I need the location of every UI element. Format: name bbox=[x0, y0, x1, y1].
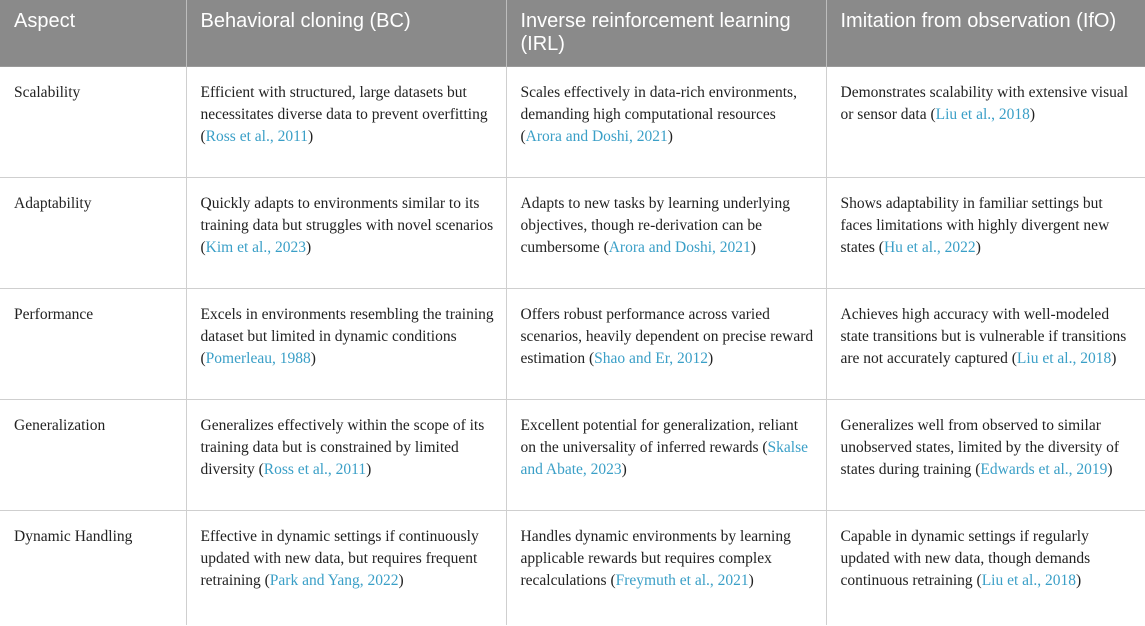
ifo-cell bbox=[826, 67, 1145, 178]
cell-text: Achieves high accuracy with well-modeled state transitions but is vulnerable if transitions are not accurately captured ( bbox=[840, 306, 1127, 367]
citation-link[interactable]: Liu et al., 2018 bbox=[1016, 350, 1112, 367]
cell-text: Capable in dynamic settings if regularly updated with new data, though demands continuous retraining ( bbox=[840, 528, 1091, 589]
header-aspect: Aspect bbox=[0, 0, 186, 67]
irl-cell bbox=[506, 289, 826, 400]
citation-link[interactable]: Shao and Er, 2012 bbox=[594, 350, 709, 367]
ifo-cell bbox=[826, 400, 1145, 511]
cell-text-end: ) bbox=[308, 128, 314, 145]
ifo-cell bbox=[826, 289, 1145, 400]
cell-text: Generalizes effectively within the scope of its training data but is constrained by limited diversity ( bbox=[200, 417, 485, 478]
citation-link[interactable]: Skalse and Abate, 2023 bbox=[520, 439, 809, 478]
table-header bbox=[0, 0, 1145, 67]
cell-text-end: ) bbox=[305, 239, 312, 256]
aspect-cell: Performance bbox=[0, 289, 186, 400]
cell-text-end: ) bbox=[621, 461, 627, 478]
header-behavioral-cloning: Behavioral cloning (BC) bbox=[186, 0, 506, 67]
cell-text: Scales effectively in data-rich environments, demanding high computational resources ( bbox=[520, 84, 797, 145]
cell-text: Generalizes well from observed to similar unobserved states, limited by the diversity of states during training ( bbox=[840, 417, 1120, 478]
ifo-cell bbox=[826, 178, 1145, 289]
cell-text: Adapts to new tasks by learning underlying objectives, though re-derivation can be cumbersome ( bbox=[520, 195, 790, 256]
table-row bbox=[0, 178, 1145, 289]
ifo-cell bbox=[826, 511, 1145, 625]
cell-text-end: ) bbox=[1111, 350, 1117, 367]
irl-cell bbox=[506, 511, 826, 625]
table-row bbox=[0, 511, 1145, 625]
citation-link[interactable]: Hu et al., 2022 bbox=[883, 239, 976, 256]
cell-text: Offers robust performance across varied scenarios, heavily dependent on precise reward estimation ( bbox=[520, 306, 814, 367]
citation-link[interactable]: Ross et al., 2011 bbox=[205, 128, 308, 145]
cell-text-end: ) bbox=[1029, 106, 1036, 123]
citation-link[interactable]: Kim et al., 2023 bbox=[205, 239, 306, 256]
cell-text: Excels in environments resembling the training dataset but limited in dynamic conditions ( bbox=[200, 306, 494, 367]
table-row bbox=[0, 289, 1145, 400]
header-row bbox=[0, 0, 1145, 67]
citation-link[interactable]: Pomerleau, 1988 bbox=[205, 350, 311, 367]
cell-text: Shows adaptability in familiar settings but faces limitations with highly divergent new states ( bbox=[840, 195, 1110, 256]
citation-link[interactable]: Arora and Doshi, 2021 bbox=[525, 128, 668, 145]
bc-cell bbox=[186, 178, 506, 289]
irl-cell bbox=[506, 178, 826, 289]
cell-text: Quickly adapts to environments similar to its training data but struggles with novel scenarios ( bbox=[200, 195, 494, 256]
citation-link[interactable]: Arora and Doshi, 2021 bbox=[608, 239, 751, 256]
citation-link[interactable]: Edwards et al., 2019 bbox=[980, 461, 1108, 478]
citation-link[interactable]: Liu et al., 2018 bbox=[935, 106, 1030, 123]
cell-text-end: ) bbox=[708, 350, 714, 367]
bc-cell bbox=[186, 511, 506, 625]
cell-text: Handles dynamic environments by learning applicable rewards but requires complex recalculations ( bbox=[520, 528, 791, 589]
table-body bbox=[0, 67, 1145, 625]
citation-link[interactable]: Ross et al., 2011 bbox=[263, 461, 367, 478]
cell-text-end: ) bbox=[975, 239, 981, 256]
cell-text-end: ) bbox=[1075, 572, 1082, 589]
cell-text-end: ) bbox=[310, 350, 316, 367]
cell-text: Efficient with structured, large datasets but necessitates diverse data to prevent overfitting ( bbox=[200, 84, 488, 145]
citation-link[interactable]: Liu et al., 2018 bbox=[981, 572, 1076, 589]
cell-text-end: ) bbox=[398, 572, 404, 589]
aspect-cell: Generalization bbox=[0, 400, 186, 511]
citation-link[interactable]: Freymuth et al., 2021 bbox=[615, 572, 749, 589]
cell-text-end: ) bbox=[366, 461, 372, 478]
cell-text-end: ) bbox=[750, 239, 756, 256]
bc-cell bbox=[186, 400, 506, 511]
citation-link[interactable]: Park and Yang, 2022 bbox=[269, 572, 399, 589]
irl-cell bbox=[506, 400, 826, 511]
table-row bbox=[0, 67, 1145, 178]
irl-cell bbox=[506, 67, 826, 178]
cell-text-end: ) bbox=[748, 572, 754, 589]
aspect-cell: Dynamic Handling bbox=[0, 511, 186, 625]
aspect-cell: Scalability bbox=[0, 67, 186, 178]
bc-cell bbox=[186, 67, 506, 178]
aspect-cell: Adaptability bbox=[0, 178, 186, 289]
cell-text-end: ) bbox=[667, 128, 673, 145]
cell-text: Effective in dynamic settings if continuously updated with new data, but requires frequent retraining ( bbox=[200, 528, 479, 589]
cell-text: Excellent potential for generalization, reliant on the universality of inferred rewards ( bbox=[520, 417, 799, 456]
table-row bbox=[0, 400, 1145, 511]
cell-text-end: ) bbox=[1107, 461, 1113, 478]
bc-cell bbox=[186, 289, 506, 400]
header-inverse-reinforcement-learning: Inverse reinforcement learning (IRL) bbox=[506, 0, 826, 67]
header-imitation-from-observation: Imitation from observation (IfO) bbox=[826, 0, 1145, 67]
cell-text: Demonstrates scalability with extensive visual or sensor data ( bbox=[840, 84, 1129, 123]
